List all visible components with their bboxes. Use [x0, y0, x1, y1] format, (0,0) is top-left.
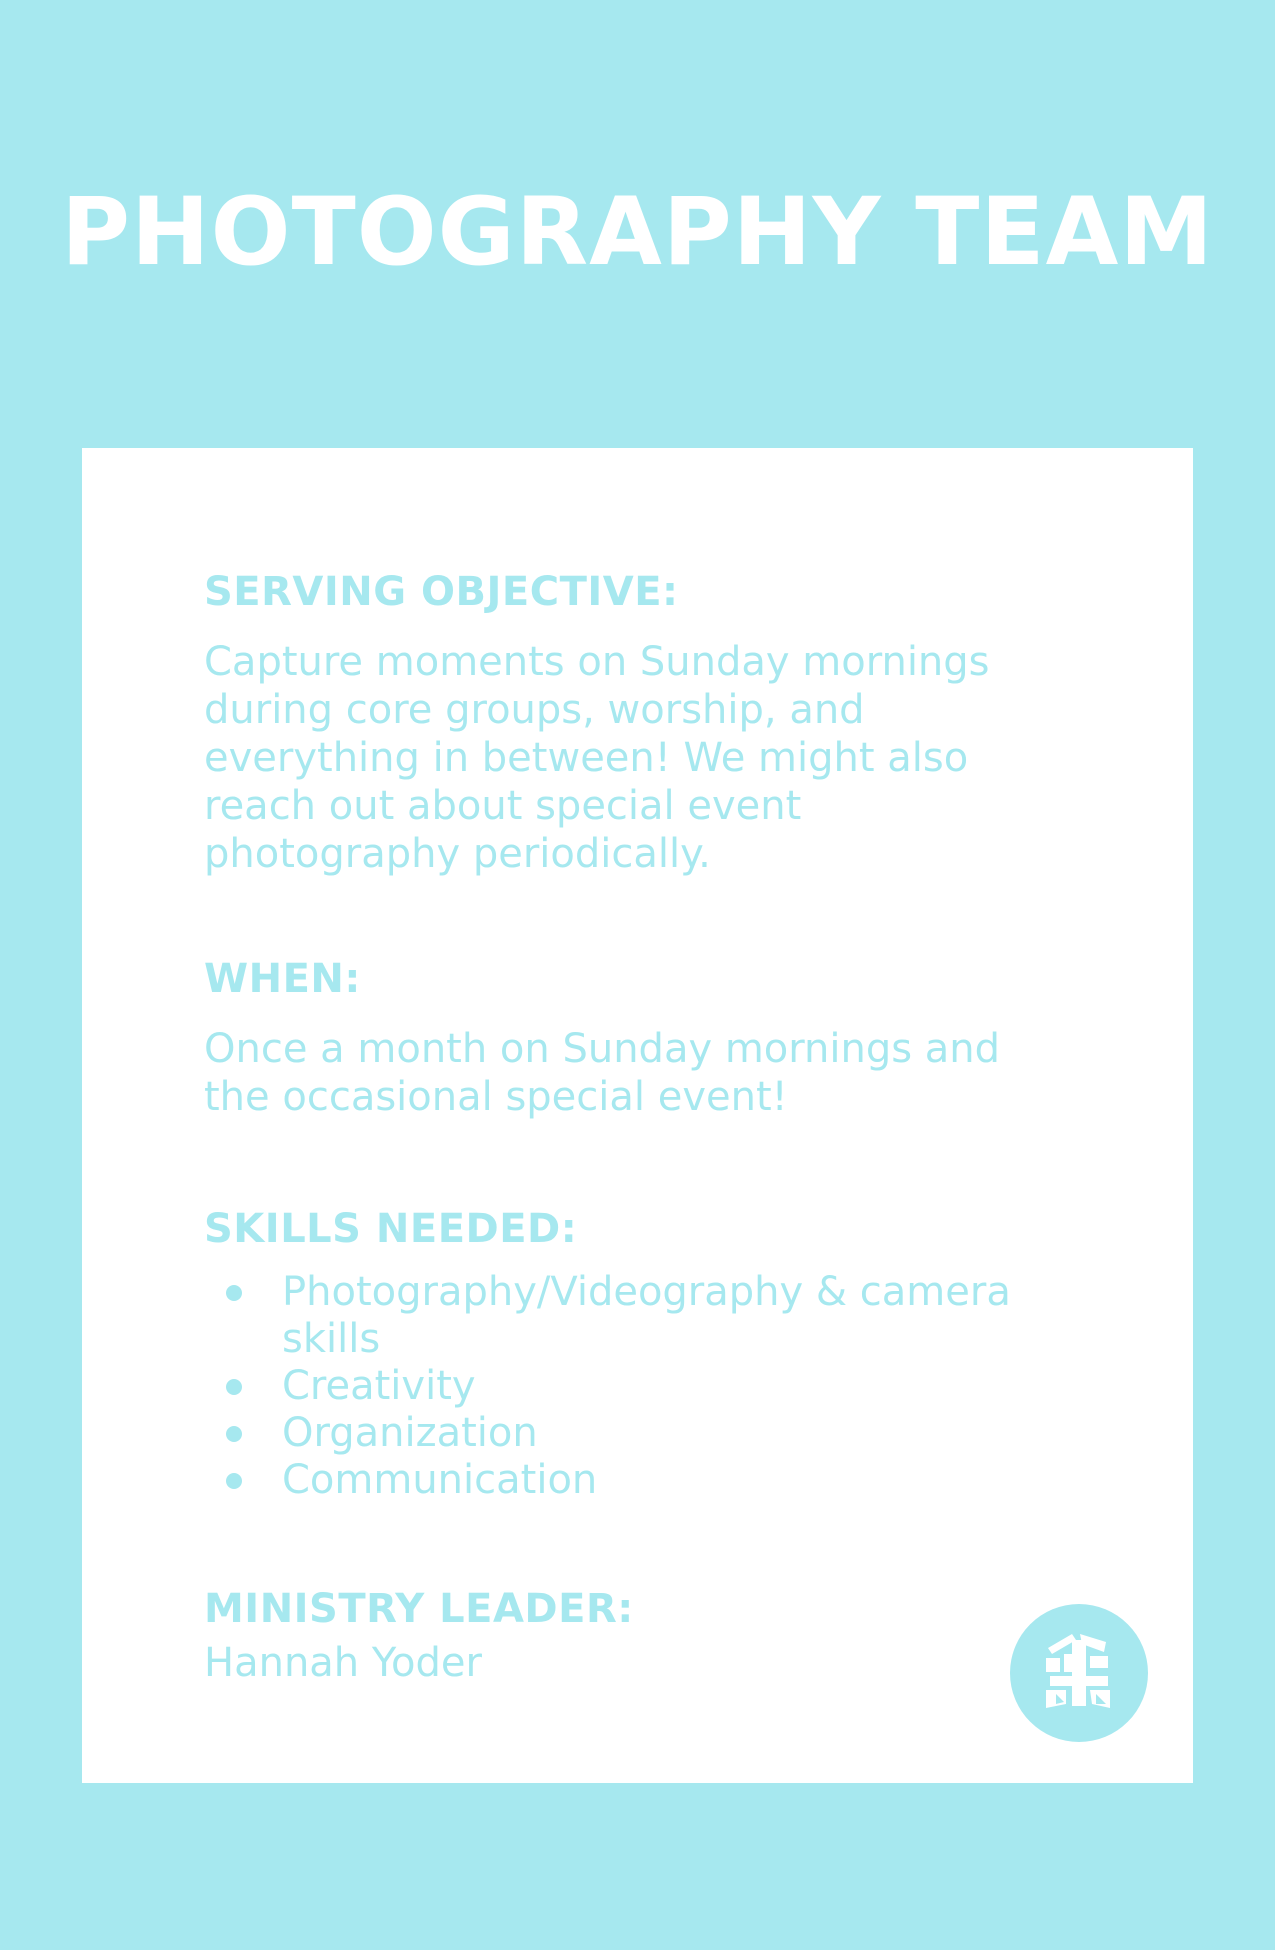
skill-item	[204, 1410, 1064, 1457]
ministry-leader-section	[204, 1585, 1064, 1687]
ministry-leader-heading: MINISTRY LEADER:	[204, 1586, 634, 1632]
skill-item	[204, 1457, 1064, 1504]
page-title: PHOTOGRAPHY TEAM	[61, 178, 1214, 287]
skill-label: Creativity	[282, 1363, 476, 1409]
when-section	[204, 955, 1064, 1121]
skill-label: Organization	[282, 1410, 538, 1456]
bullet-icon	[226, 1285, 242, 1301]
church-logo-graphic	[1010, 1604, 1148, 1742]
bullet-icon	[226, 1379, 242, 1395]
skill-item	[204, 1269, 1064, 1363]
skills-list	[204, 1269, 1064, 1504]
skill-item	[204, 1363, 1064, 1410]
skills-needed-section	[204, 1205, 1064, 1504]
when-heading: WHEN:	[204, 956, 361, 1002]
when-text: Once a month on Sunday mornings and the occasional special event!	[204, 1026, 1001, 1120]
serving-objective-heading: SERVING OBJECTIVE:	[204, 569, 679, 615]
serving-objective-section	[204, 568, 1064, 878]
skills-needed-heading: SKILLS NEEDED:	[204, 1206, 578, 1252]
info-card	[82, 448, 1193, 1783]
ministry-leader-name: Hannah Yoder	[204, 1640, 482, 1686]
skill-label: Photography/Videography & camera skills	[282, 1269, 1011, 1362]
bullet-icon	[226, 1426, 242, 1442]
bullet-icon	[226, 1473, 242, 1489]
skill-label: Communication	[282, 1457, 598, 1503]
church-logo-icon	[1010, 1604, 1148, 1742]
serving-objective-text: Capture moments on Sunday mornings during core groups, worship, and everything in between! We might also reach out about special event photography periodically.	[204, 639, 990, 877]
